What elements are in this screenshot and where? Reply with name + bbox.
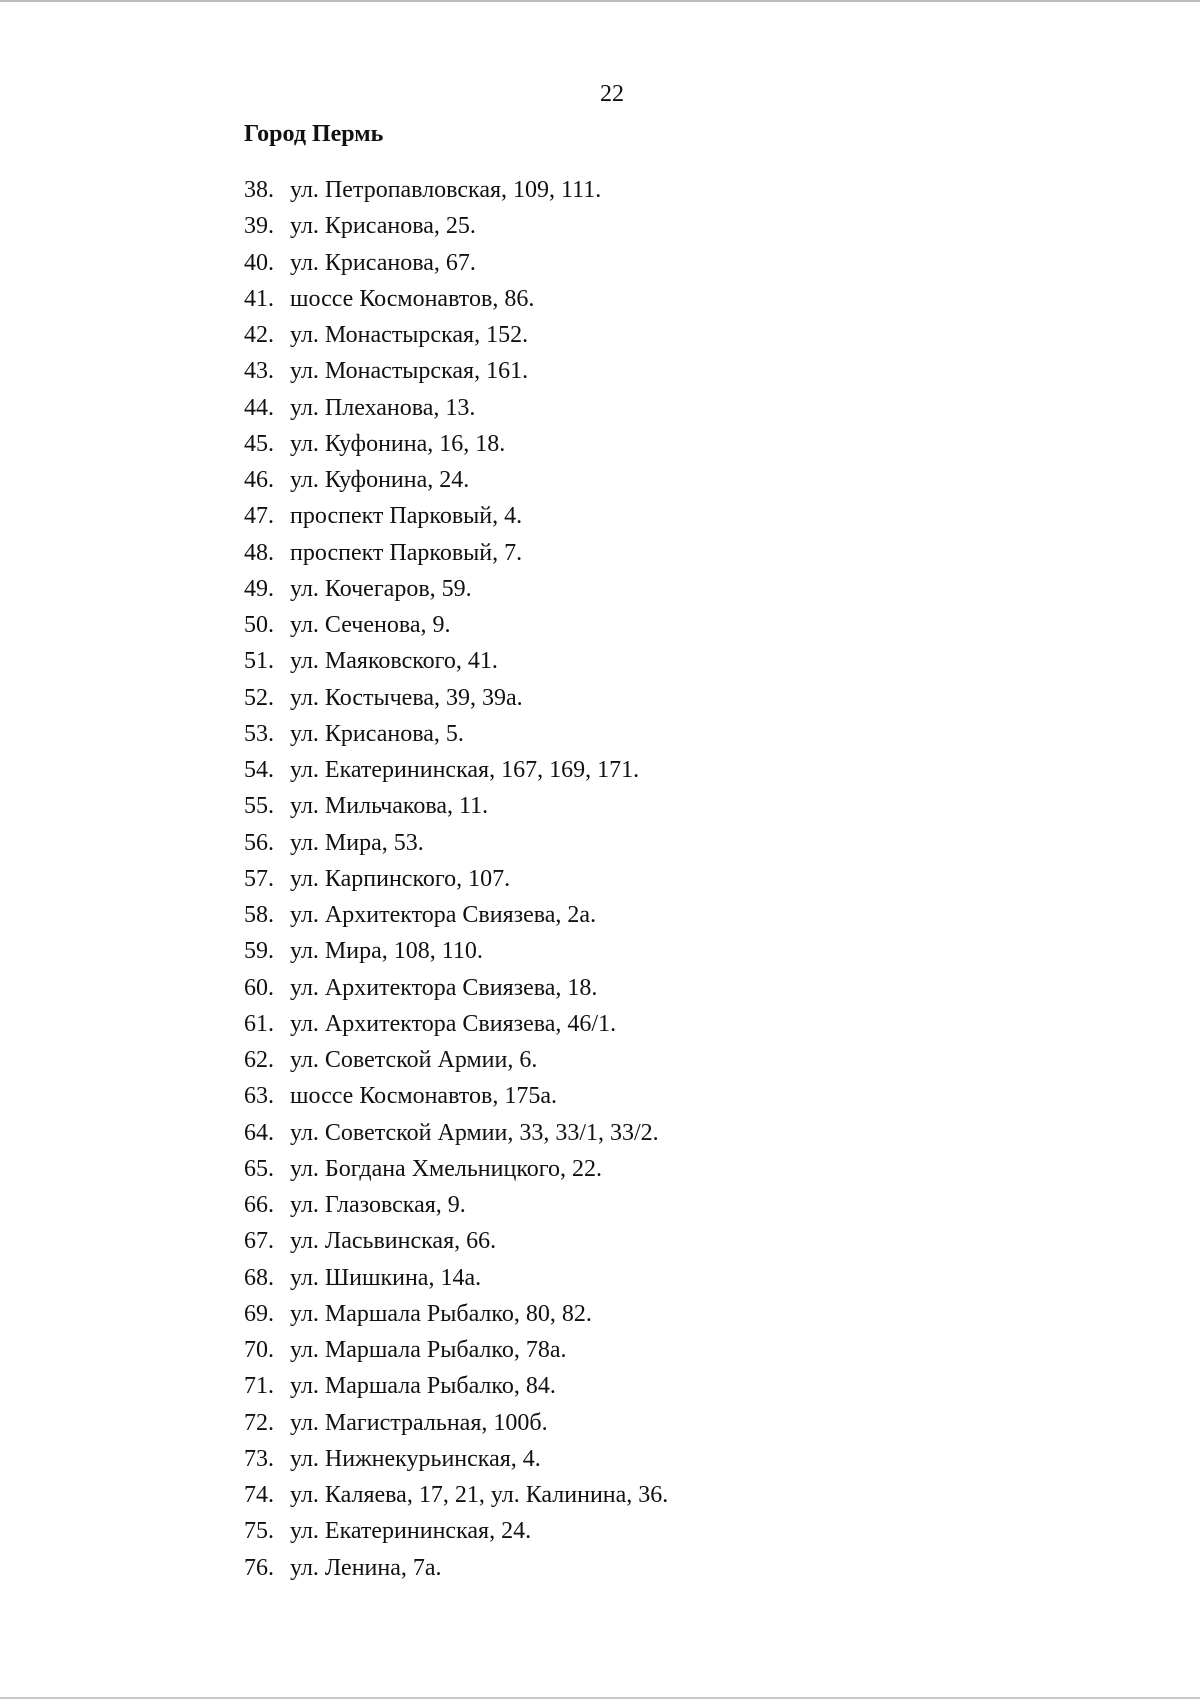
- address-item-number: 46.: [244, 467, 274, 493]
- address-item: [244, 1187, 1104, 1223]
- address-item-number: 47.: [244, 503, 274, 530]
- address-item-number: 48.: [244, 539, 274, 566]
- address-item: [244, 788, 1104, 824]
- address-item-number: 51.: [244, 648, 274, 675]
- address-item-number: 72.: [244, 1409, 274, 1436]
- address-item-text: ул. Мильчакова, 11.: [290, 793, 489, 820]
- address-item-text: ул. Архитектора Свиязева, 18.: [290, 974, 598, 1001]
- address-item-number: 70.: [244, 1337, 274, 1363]
- address-item-text: ул. Ленина, 7а.: [290, 1554, 442, 1581]
- address-item-number: 67.: [244, 1228, 274, 1255]
- address-item-number: 54.: [244, 757, 274, 783]
- address-item-text: ул. Костычева, 39, 39а.: [290, 684, 523, 711]
- address-item-text: ул. Архитектора Свиязева, 46/1.: [290, 1010, 617, 1037]
- address-item-number: 49.: [244, 575, 274, 602]
- address-item-text: ул. Мира, 108, 110.: [290, 938, 483, 965]
- address-item-number: 66.: [244, 1192, 274, 1218]
- address-item-text: ул. Куфонина, 24.: [290, 467, 470, 493]
- address-item: [244, 1405, 1104, 1441]
- address-item-number: 57.: [244, 865, 274, 892]
- address-item-number: 69.: [244, 1300, 274, 1327]
- address-item-text: ул. Ласьвинская, 66.: [290, 1228, 497, 1255]
- address-item-text: ул. Монастырская, 161.: [290, 358, 529, 385]
- address-item-number: 41.: [244, 285, 274, 312]
- address-item: [244, 498, 1104, 534]
- address-item-text: ул. Крисанова, 25.: [290, 213, 476, 240]
- address-item-text: ул. Глазовская, 9.: [290, 1192, 466, 1218]
- address-item-text: ул. Маршала Рыбалко, 78а.: [290, 1337, 567, 1363]
- address-item: [244, 245, 1104, 281]
- address-item: [244, 426, 1104, 462]
- address-item-number: 74.: [244, 1482, 274, 1508]
- address-item-number: 59.: [244, 938, 274, 965]
- address-item-number: 60.: [244, 974, 274, 1001]
- address-item-number: 45.: [244, 430, 274, 457]
- address-item: [244, 390, 1104, 426]
- address-item-number: 64.: [244, 1119, 274, 1146]
- address-item: [244, 353, 1104, 389]
- address-item-text: ул. Шишкина, 14а.: [290, 1264, 482, 1291]
- address-item: [244, 1441, 1104, 1477]
- address-item-text: шоссе Космонавтов, 175а.: [290, 1083, 557, 1110]
- address-item-text: ул. Каляева, 17, 21, ул. Калинина, 36.: [290, 1482, 669, 1508]
- address-item-text: ул. Маршала Рыбалко, 80, 82.: [290, 1300, 592, 1327]
- address-item-text: ул. Сеченова, 9.: [290, 612, 451, 638]
- address-item: [244, 1296, 1104, 1332]
- address-list: [244, 172, 1104, 1586]
- address-item: [244, 607, 1104, 643]
- address-item: [244, 933, 1104, 969]
- address-item-text: ул. Нижнекурьинская, 4.: [290, 1445, 541, 1472]
- address-item: [244, 462, 1104, 498]
- address-item: [244, 825, 1104, 861]
- address-item-number: 56.: [244, 829, 274, 856]
- address-item: [244, 1078, 1104, 1114]
- address-item-number: 71.: [244, 1373, 274, 1400]
- address-item: [244, 1006, 1104, 1042]
- address-item-number: 38.: [244, 177, 274, 203]
- address-item: [244, 1368, 1104, 1404]
- address-item-text: шоссе Космонавтов, 86.: [290, 285, 535, 312]
- address-item-number: 40.: [244, 249, 274, 276]
- address-item: [244, 1332, 1104, 1368]
- address-item: [244, 716, 1104, 752]
- address-item-text: ул. Маршала Рыбалко, 84.: [290, 1373, 556, 1400]
- address-item: [244, 1477, 1104, 1513]
- address-item: [244, 571, 1104, 607]
- address-item-number: 55.: [244, 793, 274, 820]
- address-item-text: ул. Магистральная, 100б.: [290, 1409, 548, 1436]
- address-item-text: ул. Карпинского, 107.: [290, 865, 511, 892]
- address-item-text: ул. Советской Армии, 33, 33/1, 33/2.: [290, 1119, 659, 1146]
- address-item-number: 58.: [244, 902, 274, 928]
- address-item: [244, 752, 1104, 788]
- address-item: [244, 897, 1104, 933]
- address-item: [244, 1042, 1104, 1078]
- address-item: [244, 281, 1104, 317]
- address-item: [244, 1260, 1104, 1296]
- address-item-number: 43.: [244, 358, 274, 385]
- address-item-text: ул. Плеханова, 13.: [290, 394, 476, 421]
- address-item-number: 39.: [244, 213, 274, 240]
- address-item-text: ул. Архитектора Свиязева, 2а.: [290, 902, 597, 928]
- address-item-text: ул. Екатерининская, 167, 169, 171.: [290, 757, 640, 783]
- address-item: [244, 970, 1104, 1006]
- address-item: [244, 1550, 1104, 1586]
- address-item-text: ул. Кочегаров, 59.: [290, 575, 472, 602]
- address-item-text: проспект Парковый, 4.: [290, 503, 523, 530]
- address-item-text: ул. Мира, 53.: [290, 829, 424, 856]
- address-item-number: 44.: [244, 394, 274, 421]
- address-item: [244, 172, 1104, 208]
- city-heading: Город Пермь: [244, 121, 384, 147]
- address-item-text: ул. Монастырская, 152.: [290, 322, 529, 348]
- address-item-number: 68.: [244, 1264, 274, 1291]
- address-item-text: проспект Парковый, 7.: [290, 539, 523, 566]
- address-item-number: 42.: [244, 322, 274, 348]
- address-item-number: 50.: [244, 612, 274, 638]
- address-item-number: 53.: [244, 720, 274, 747]
- address-item-text: ул. Маяковского, 41.: [290, 648, 498, 675]
- address-item-text: ул. Советской Армии, 6.: [290, 1047, 538, 1073]
- address-item: [244, 1223, 1104, 1259]
- bottom-scan-edge: [0, 1697, 1200, 1699]
- top-scan-edge: [0, 0, 1200, 2]
- address-item: [244, 1115, 1104, 1151]
- address-item-number: 65.: [244, 1155, 274, 1182]
- page-number: 22: [600, 81, 624, 107]
- address-item-text: ул. Крисанова, 5.: [290, 720, 464, 747]
- address-item-number: 76.: [244, 1554, 274, 1581]
- address-item-number: 75.: [244, 1518, 274, 1545]
- address-item-text: ул. Крисанова, 67.: [290, 249, 476, 276]
- address-item: [244, 680, 1104, 716]
- address-item-text: ул. Петропавловская, 109, 111.: [290, 177, 602, 203]
- address-item-number: 52.: [244, 684, 274, 711]
- address-item: [244, 1513, 1104, 1549]
- address-item: [244, 317, 1104, 353]
- address-item: [244, 208, 1104, 244]
- address-item-text: ул. Куфонина, 16, 18.: [290, 430, 506, 457]
- address-item-number: 61.: [244, 1010, 274, 1037]
- address-item-number: 73.: [244, 1445, 274, 1472]
- address-item-number: 62.: [244, 1047, 274, 1073]
- address-item: [244, 1151, 1104, 1187]
- address-item: [244, 643, 1104, 679]
- address-item-text: ул. Екатерининская, 24.: [290, 1518, 532, 1545]
- address-item: [244, 861, 1104, 897]
- address-item-text: ул. Богдана Хмельницкого, 22.: [290, 1155, 603, 1182]
- address-item-number: 63.: [244, 1083, 274, 1110]
- address-item: [244, 535, 1104, 571]
